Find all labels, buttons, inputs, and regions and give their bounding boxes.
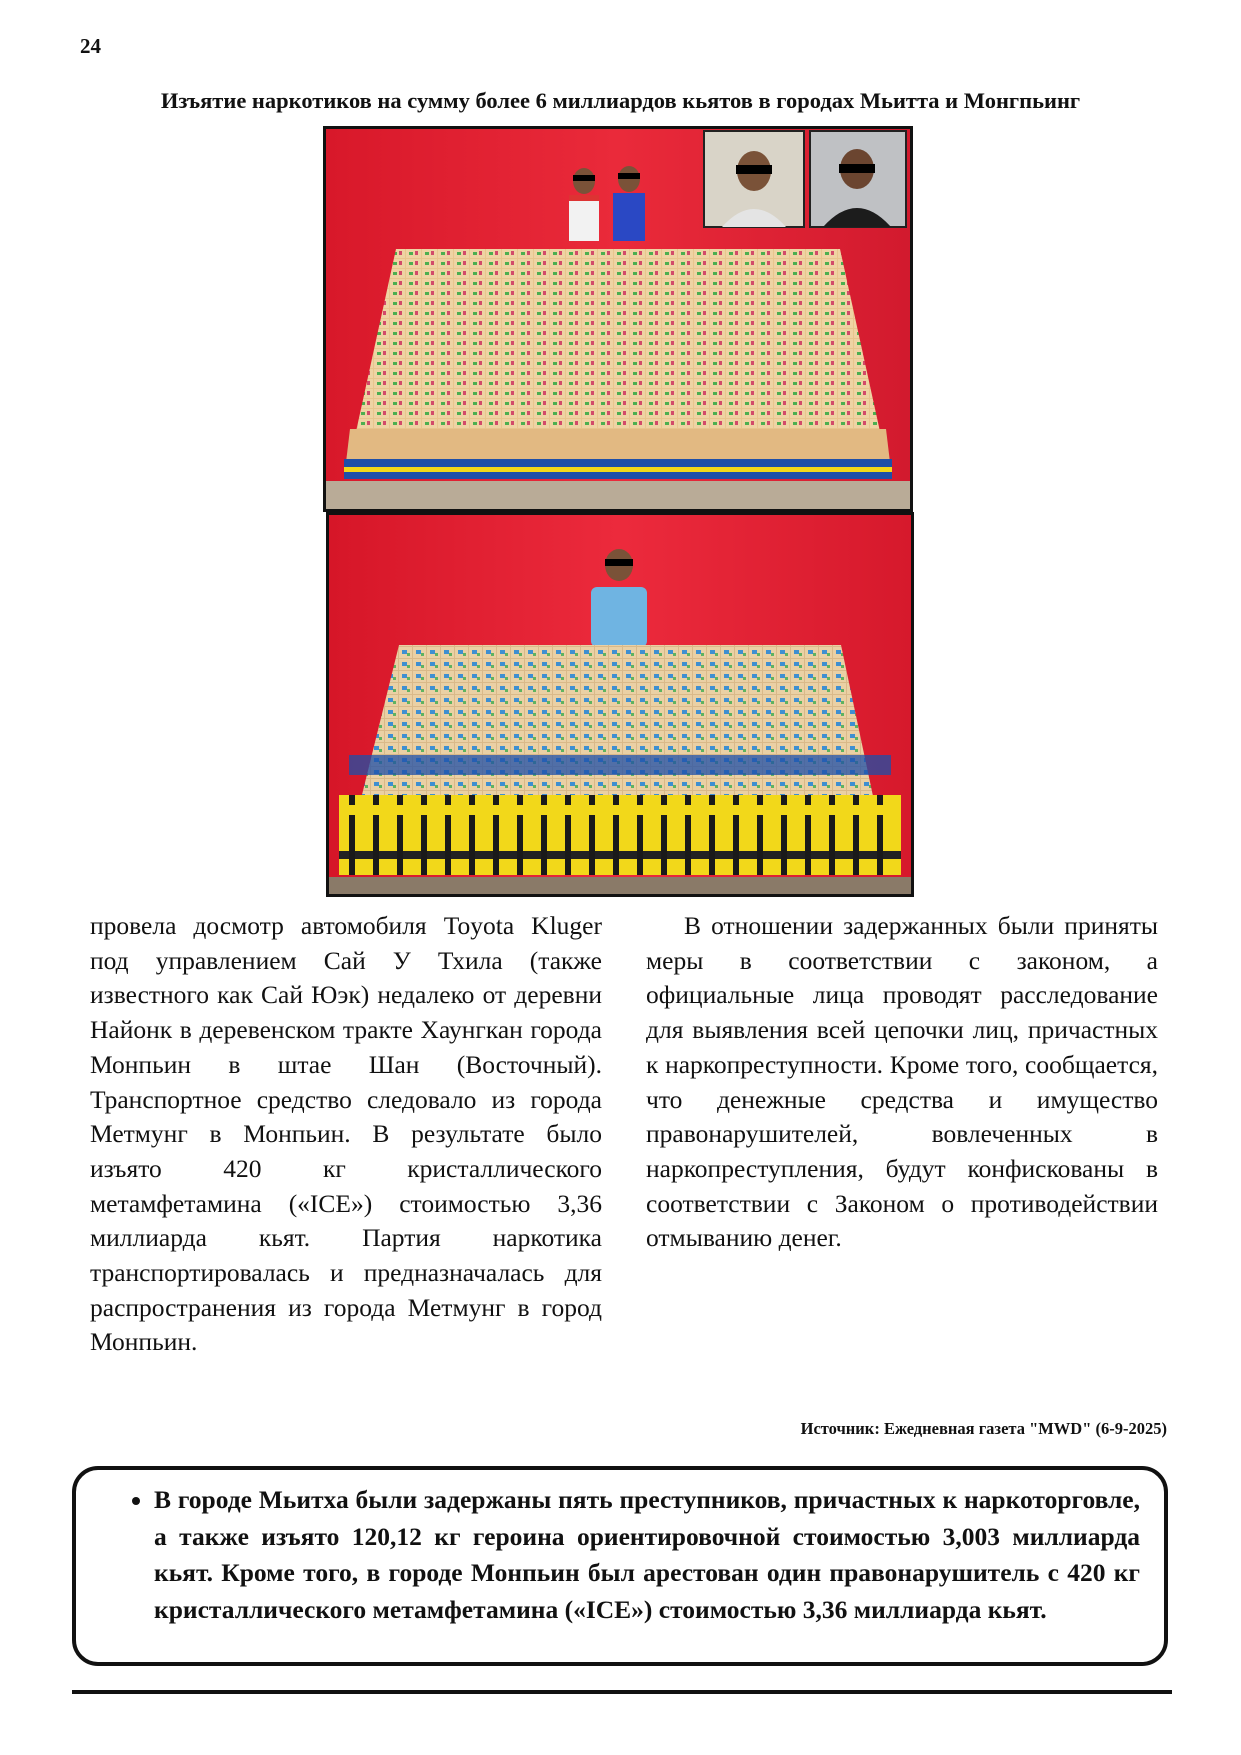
summary-list xyxy=(132,1482,1140,1628)
article-left-column xyxy=(90,909,602,1360)
page-number: 24 xyxy=(80,34,101,58)
seizure-photo-mytta xyxy=(323,126,913,512)
seizure-photo-monghpyin xyxy=(326,512,914,897)
article-paragraph-right: В отношении задержанных были приняты меры в соответствии с законом, а официальные лица проводят расследование для выявления всей цепочки лиц, причастных к наркопреступности. Кроме того, сообщается, что денежные средства и имущество правонарушителей, вовлеченных в наркопреступления, будут конфискованы в соответствии с Законом о противодействии отмыванию денег. xyxy=(646,911,1158,1253)
article-paragraph-left: провела досмотр автомобиля Toyota Kluger под управлением Сай У Тхила (также известного как Сай Юэк) недалеко от деревни Найонк в деревенском тракте Хаунгкан города Монпьин в штае Шан (Восточный). Транспортное средство следовало из города Метмунг в Монпьин. В результате было изъято 420 кг кристаллического метамфетамина («ICE») стоимостью 3,36 миллиарда кьят. Партия наркотика транспортировалась и предназначалась для распространения из города Метмунг в город Монпьин. xyxy=(90,911,602,1357)
bottom-divider xyxy=(72,1690,1172,1694)
summary-box xyxy=(72,1466,1168,1666)
summary-bullet: • В городе Мьитха были задержаны пять преступников, причастных к наркоторговле, а также изъято 120,12 кг героина ориентировочной стоимостью 3,003 миллиарда кьят. Кроме того, в городе Монпьин был арестован один правонарушитель с 420 кг кристаллического метамфетамина («ICE») стоимостью 3,36 миллиарда кьят. xyxy=(154,1482,1140,1628)
source-credit: Источник: Ежедневная газета "MWD" (6-9-2025) xyxy=(800,1419,1167,1438)
article-right-column xyxy=(646,909,1158,1256)
article-headline: Изъятие наркотиков на сумму более 6 миллиардов кьятов в городах Мьитта и Монгпьинг xyxy=(160,88,1081,113)
